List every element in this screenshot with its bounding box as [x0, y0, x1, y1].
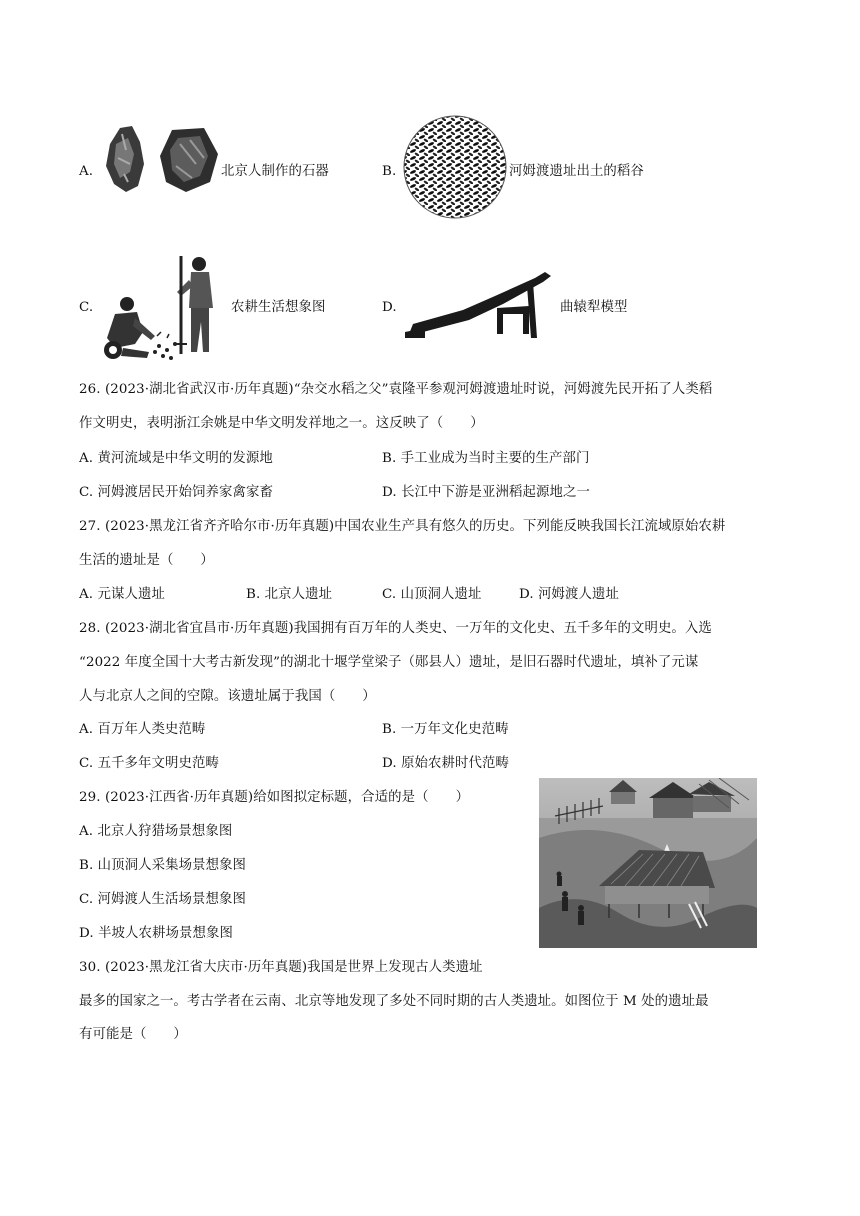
q27-option-b: B. 北京人遗址: [246, 587, 333, 602]
option-c-letter: C.: [79, 300, 94, 315]
option-a-caption: 北京人制作的石器: [221, 164, 329, 179]
q27-stem-line2: 生活的遗址是（ ）: [79, 553, 214, 568]
option-d-letter: D.: [382, 300, 397, 315]
q27-option-d: D. 河姆渡人遗址: [519, 587, 620, 602]
option-b-caption: 河姆渡遗址出土的稻谷: [509, 164, 644, 179]
q29-option-d: D. 半坡人农耕场景想象图: [79, 926, 233, 941]
q26-stem-line2: 作文明史，表明浙江余姚是中华文明发祥地之一。这反映了（ ）: [79, 416, 484, 431]
q29-option-a: A. 北京人狩猎场景想象图: [79, 824, 233, 839]
curved-plow-image: [403, 268, 555, 342]
rice-grains-image: [401, 114, 509, 220]
q26-option-d: D. 长江中下游是亚洲稻起源地之一: [382, 485, 590, 500]
option-b-letter: B.: [382, 164, 397, 179]
farming-life-image: [97, 252, 233, 364]
q29-option-b: B. 山顶洞人采集场景想象图: [79, 858, 247, 873]
q27-stem-line1: 27. (2023·黑龙江省齐齐哈尔市·历年真题)中国农业生产具有悠久的历史。下列能反映我国长江流域原始农耕: [79, 519, 726, 534]
q30-stem-line3: 有可能是（ ）: [79, 1027, 187, 1042]
q28-stem-line3: 人与北京人之间的空隙。该遗址属于我国（ ）: [79, 689, 376, 704]
q28-option-c: C. 五千多年文明史范畴: [79, 756, 219, 771]
q29-stem-line1: 29. (2023·江西省·历年真题)给如图拟定标题，合适的是（ ）: [79, 790, 470, 805]
q30-stem-line2: 最多的国家之一。考古学者在云南、北京等地发现了多处不同时期的古人类遗址。如图位于 M 处的遗址最: [79, 994, 709, 1009]
option-a-letter: A.: [79, 164, 94, 179]
q29-option-c: C. 河姆渡人生活场景想象图: [79, 892, 246, 907]
village-scene-image: [539, 778, 757, 948]
q28-option-a: A. 百万年人类史范畴: [79, 722, 206, 737]
q28-stem-line2: “2022 年度全国十大考古新发现”的湖北十堰学堂梁子（郧县人）遗址，是旧石器时代遗址，填补了元谋: [79, 655, 699, 670]
q27-option-a: A. 元谋人遗址: [79, 587, 165, 602]
q28-option-d: D. 原始农耕时代范畴: [382, 756, 509, 771]
stone-tools-image: [100, 124, 222, 194]
q26-stem-line1: 26. (2023·湖北省武汉市·历年真题)“杂交水稻之父”袁隆平参观河姆渡遗址时说，河姆渡先民开拓了人类稻: [79, 382, 713, 397]
q26-option-c: C. 河姆渡居民开始饲养家禽家畜: [79, 485, 273, 500]
q26-option-a: A. 黄河流域是中华文明的发源地: [79, 451, 273, 466]
option-d-caption: 曲辕犁模型: [560, 300, 628, 315]
q28-stem-line1: 28. (2023·湖北省宜昌市·历年真题)我国拥有百万年的人类史、一万年的文化史、五千多年的文明史。入选: [79, 621, 712, 636]
option-c-caption: 农耕生活想象图: [231, 300, 326, 315]
q30-stem-line1: 30. (2023·黑龙江省大庆市·历年真题)我国是世界上发现古人类遗址: [79, 960, 483, 975]
q28-option-b: B. 一万年文化史范畴: [382, 722, 509, 737]
q27-option-c: C. 山顶洞人遗址: [382, 587, 482, 602]
q26-option-b: B. 手工业成为当时主要的生产部门: [382, 451, 590, 466]
